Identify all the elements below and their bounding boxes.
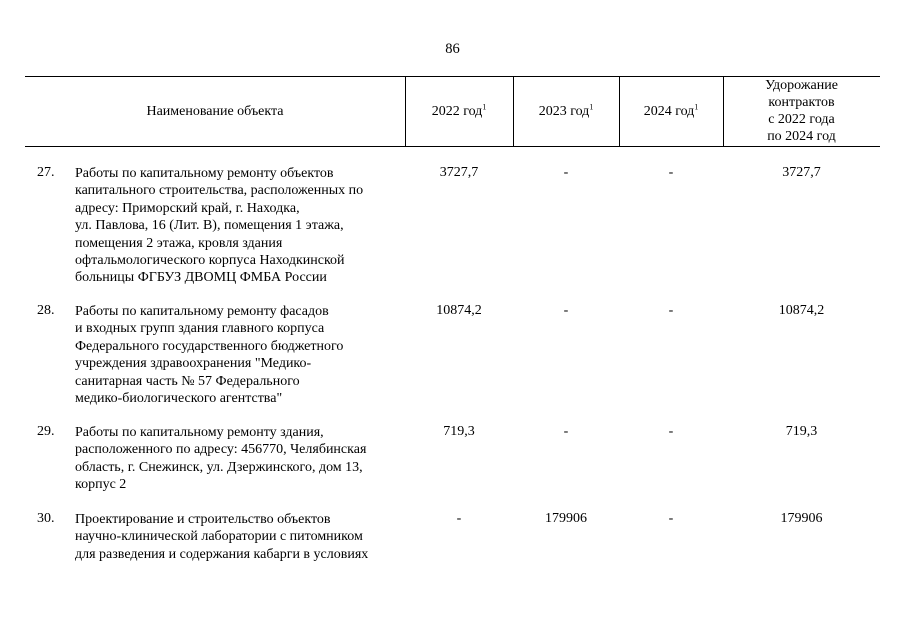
row-number: 28.: [37, 303, 55, 318]
header-2023-label: 2023 год: [538, 103, 590, 119]
value-2023: -: [563, 165, 569, 180]
header-increase-line: Удорожание: [765, 78, 838, 93]
header-2022: [405, 76, 513, 146]
value-increase: 179906: [780, 511, 823, 526]
description-line: Проектирование и строительство объектов: [75, 512, 331, 527]
value-2023: 179906: [545, 511, 587, 526]
description-line: санитарная часть № 57 Федерального: [75, 373, 300, 389]
value-increase: 10874,2: [778, 303, 825, 318]
header-2024-label: 2024 год: [643, 103, 695, 119]
description-line: область, г. Снежинск, ул. Дзержинского, дом 13,: [75, 459, 363, 475]
footnote-mark: 1: [694, 101, 699, 111]
value-2022: 3727,7: [439, 165, 479, 180]
row-number: 27.: [37, 165, 55, 180]
header-name: [25, 76, 405, 146]
header-name-label: Наименование объекта: [146, 103, 284, 119]
description-line: офтальмологического корпуса Находкинской: [75, 253, 345, 269]
description-line: Работы по капитальному ремонту фасадов: [75, 304, 329, 319]
header-increase: [723, 76, 880, 146]
description-line: адресу: Приморский край, г. Находка,: [75, 200, 300, 216]
description-line: больницы ФГБУЗ ДВОМЦ ФМБА России: [75, 270, 327, 286]
value-2022: -: [456, 511, 462, 526]
header-increase-line: контрактов: [768, 95, 835, 110]
description-line: медико-биологического агентства": [75, 391, 283, 407]
row-description: [75, 511, 405, 563]
row-description: [75, 165, 405, 287]
header-increase-line: по 2024 год: [767, 129, 836, 144]
page-number: 86: [445, 41, 460, 57]
description-line: корпус 2: [75, 477, 127, 493]
row-number: 30.: [37, 511, 55, 526]
value-2022: 10874,2: [436, 303, 482, 318]
description-line: расположенного по адресу: 456770, Челябинская: [75, 442, 367, 458]
value-2024: -: [668, 303, 674, 318]
description-line: Работы по капитальному ремонту здания,: [75, 425, 324, 440]
description-line: Работы по капитальному ремонту объектов: [75, 166, 334, 181]
row-description: [75, 303, 405, 407]
footnote-mark: 1: [482, 101, 487, 111]
row-number: 29.: [37, 424, 55, 439]
description-line: Федерального государственного бюджетного: [75, 338, 344, 354]
header-2022-label: 2022 год: [431, 103, 483, 119]
value-2023: -: [563, 303, 569, 318]
header-2023: [513, 76, 619, 146]
value-2023: -: [563, 424, 569, 439]
value-2024: -: [668, 424, 674, 439]
description-line: помещения 2 этажа, кровля здания: [75, 235, 283, 251]
description-line: учреждения здравоохранения "Медико-: [75, 356, 312, 372]
value-increase: 719,3: [785, 424, 818, 439]
description-line: и входных групп здания главного корпуса: [75, 321, 325, 337]
value-2024: -: [668, 511, 674, 526]
description-line: научно-клинической лаборатории с питомником: [75, 529, 363, 545]
footnote-mark: 1: [589, 101, 594, 111]
description-line: ул. Павлова, 16 (Лит. В), помещения 1 этажа,: [75, 218, 344, 234]
header-increase-line: с 2022 года: [768, 112, 835, 127]
row-description: [75, 424, 405, 494]
value-2024: -: [668, 165, 674, 180]
header-2024: [619, 76, 723, 146]
value-2022: 719,3: [443, 424, 475, 439]
description-line: для разведения и содержания кабарги в условиях: [75, 546, 369, 562]
value-increase: 3727,7: [782, 165, 821, 180]
description-line: капитального строительства, расположенных по: [75, 183, 364, 199]
header-bottom-rule: [25, 146, 880, 147]
